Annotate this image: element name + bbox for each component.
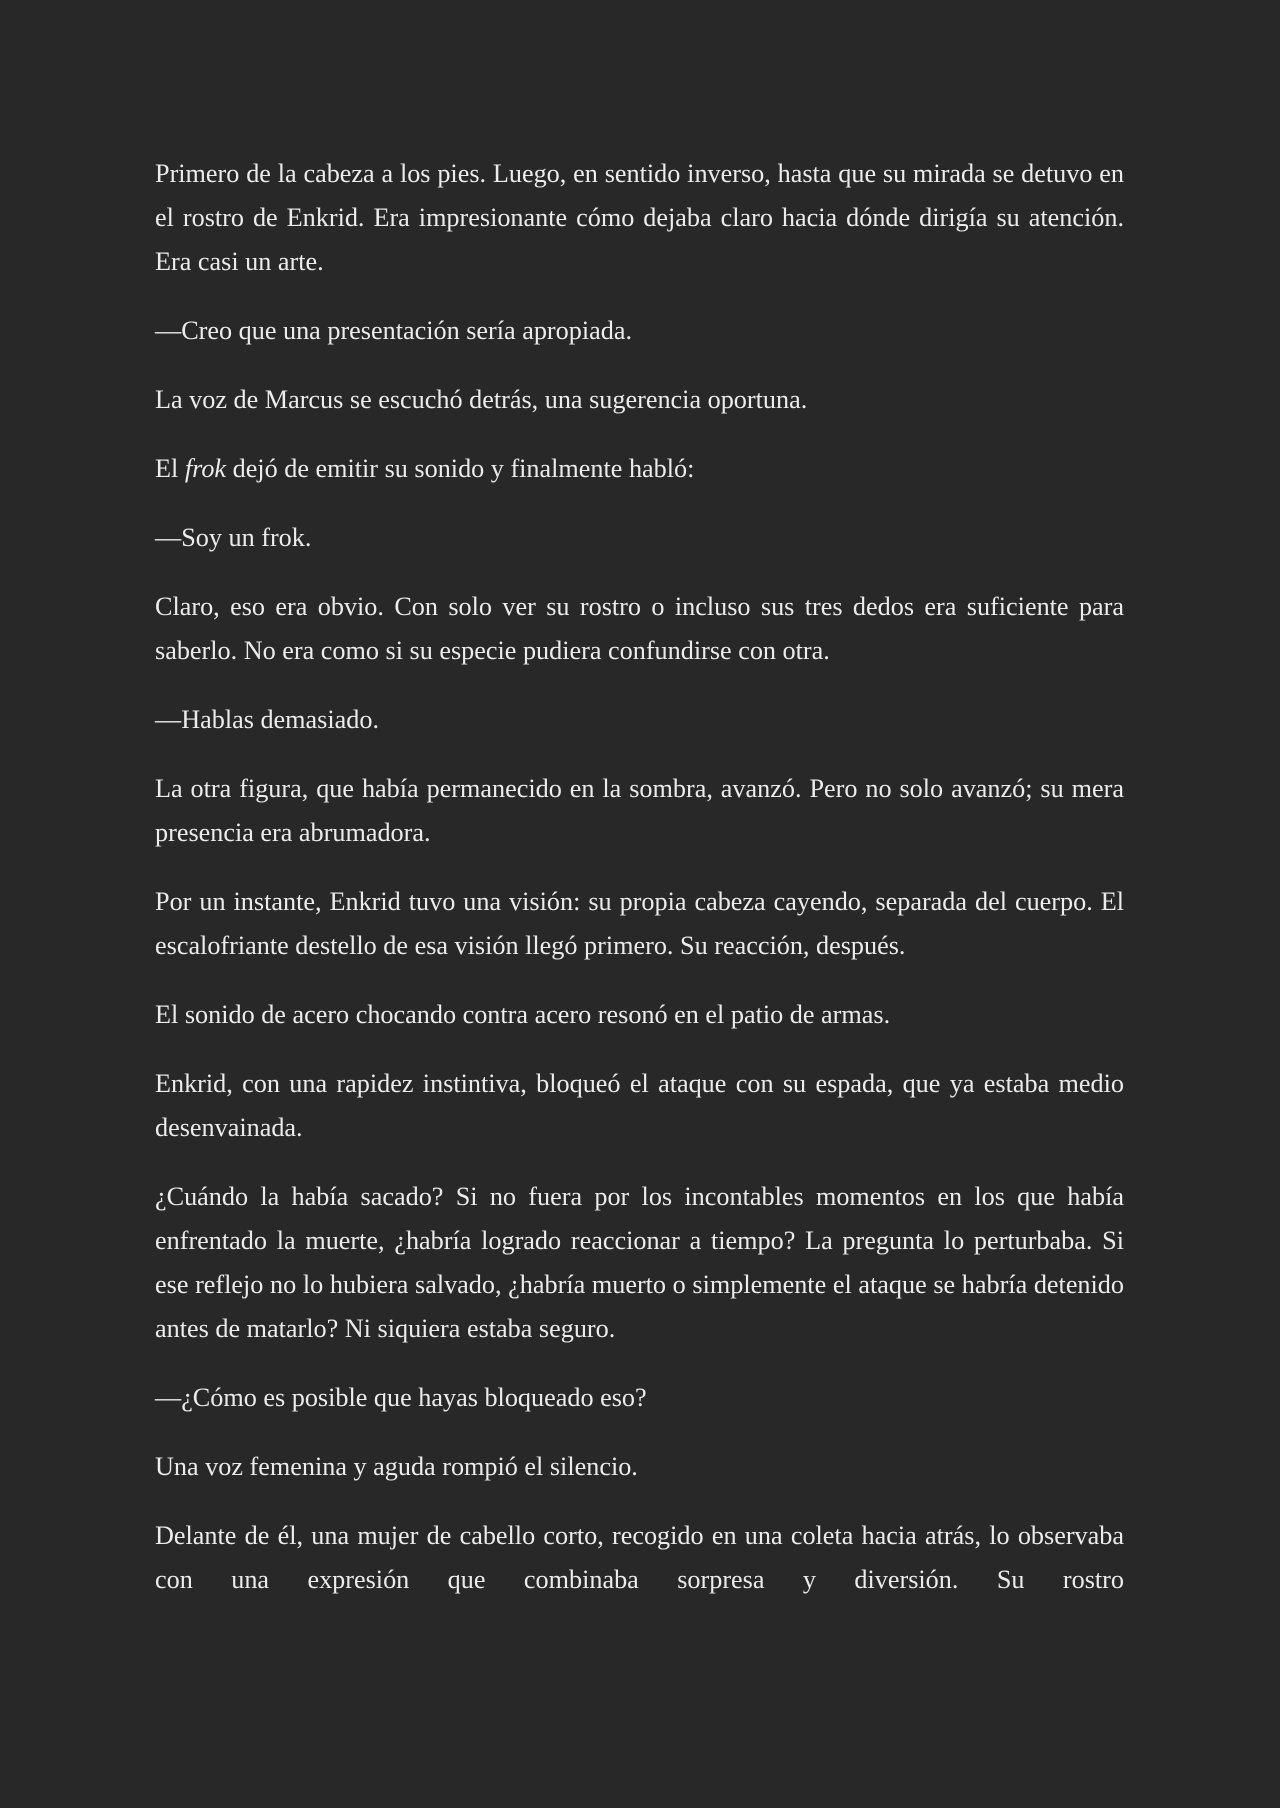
paragraph-10: El sonido de acero chocando contra acero resonó en el patio de armas. [155,1000,891,1029]
paragraph-12: ¿Cuándo la había sacado? Si no fuera por los incontables momentos en los que había enfrentado la muerte, ¿habría logrado reaccionar a tiempo? La pregunta lo perturbaba. Si ese reflejo no lo hubiera salvado, ¿habría muerto o simplemente el ataque se habría detenido antes de matarlo? Ni siquiera estaba seguro. [155,1182,1124,1343]
paragraph-6: Claro, eso era obvio. Con solo ver su rostro o incluso sus tres dedos era suficiente para saberlo. No era como si su especie pudiera confundirse con otra. [155,592,1124,665]
paragraph-11: Enkrid, con una rapidez instintiva, bloqueó el ataque con su espada, que ya estaba medio desenvainada. [155,1069,1124,1142]
paragraph-9: Por un instante, Enkrid tuvo una visión: su propia cabeza cayendo, separada del cuerpo. El escalofriante destello de esa visión llegó primero. Su reacción, después. [155,887,1124,960]
paragraph-5: —Soy un frok. [155,523,312,552]
paragraph-1: Primero de la cabeza a los pies. Luego, en sentido inverso, hasta que su mirada se detuvo en el rostro de Enkrid. Era impresionante cómo dejaba claro hacia dónde dirigía su atención. Era casi un arte. [155,159,1124,276]
paragraph-4 [155,447,1124,491]
paragraph-15: Delante de él, una mujer de cabello corto, recogido en una coleta hacia atrás, lo observaba con una expresión que combinaba sorpresa y diversión. Su rostro [155,1521,1124,1594]
paragraph-2: —Creo que una presentación sería apropiada. [155,316,633,345]
paragraph-13: —¿Cómo es posible que hayas bloqueado eso? [155,1383,647,1412]
paragraph-8: La otra figura, que había permanecido en la sombra, avanzó. Pero no solo avanzó; su mera presencia era abrumadora. [155,774,1124,847]
paragraph-7: —Hablas demasiado. [155,705,379,734]
paragraph-14: Una voz femenina y aguda rompió el silencio. [155,1452,638,1481]
italic-term-frok: frok [184,454,227,483]
paragraph-3: La voz de Marcus se escuchó detrás, una sugerencia oportuna. [155,385,808,414]
paragraph-4-start: El [155,454,185,483]
paragraph-4-end: dejó de emitir su sonido y finalmente habló: [226,454,695,483]
